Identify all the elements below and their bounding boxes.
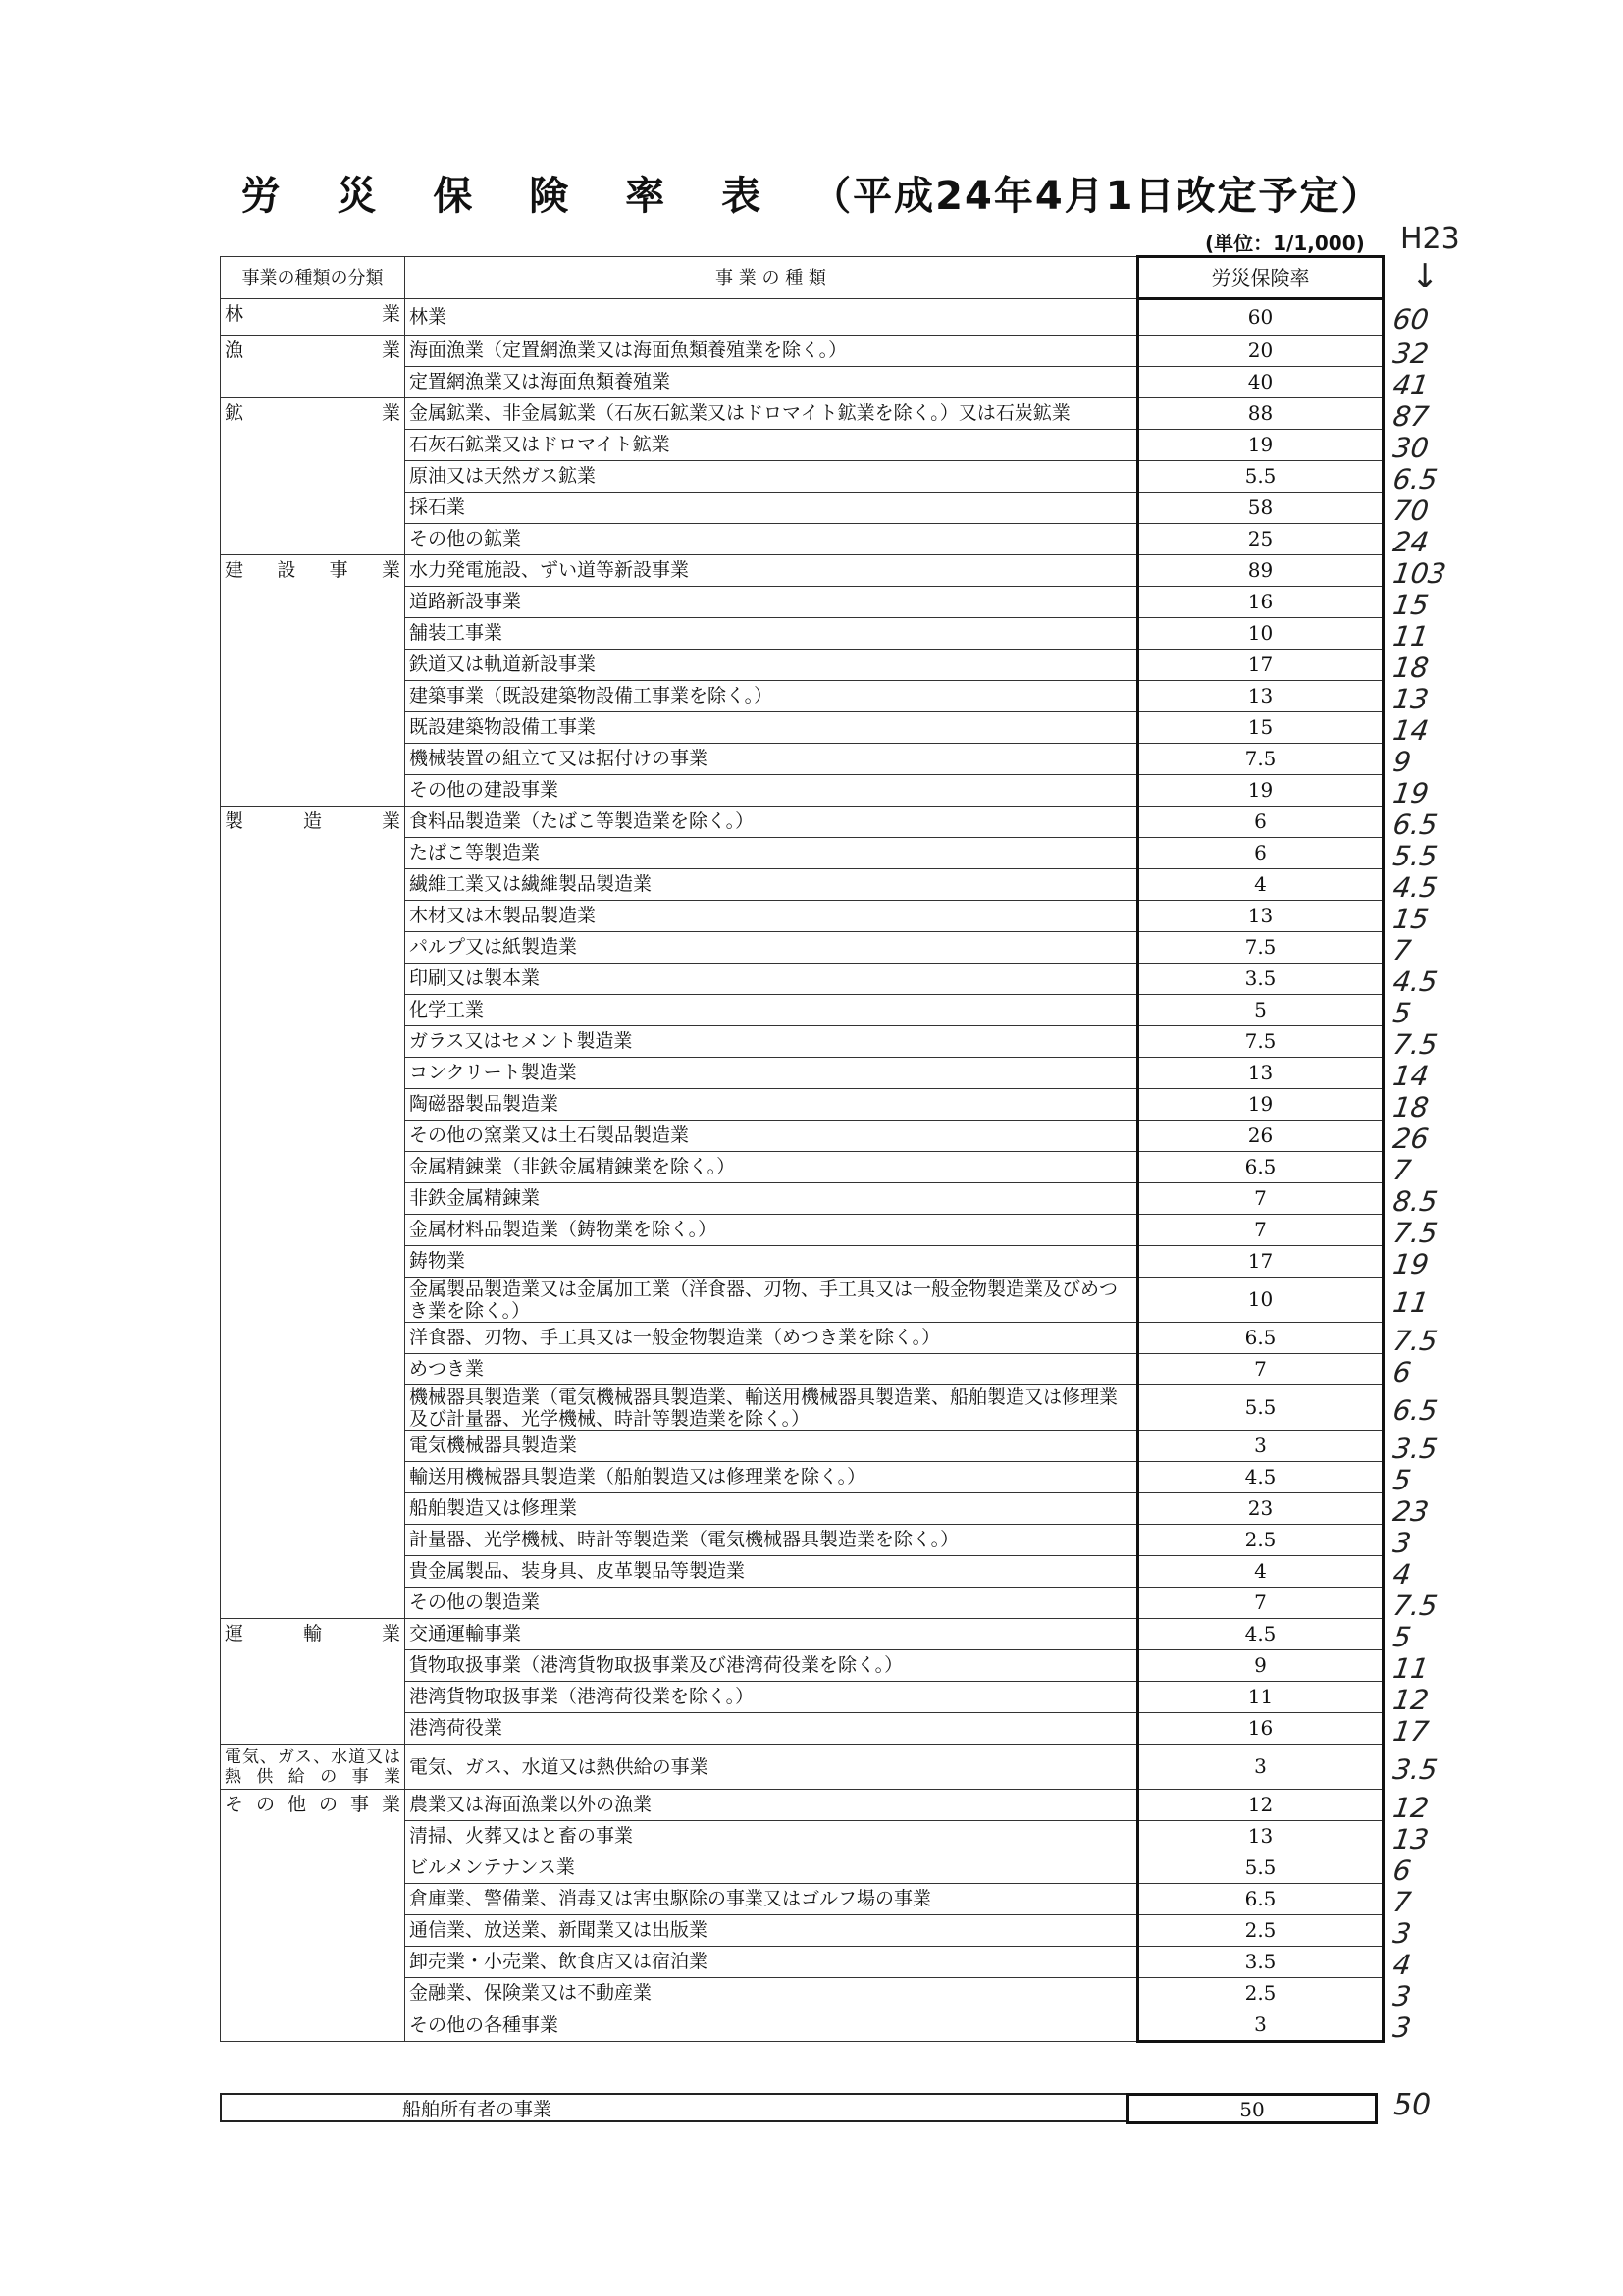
prev-rate-value: 6: [1390, 1853, 1414, 1887]
prev-rate-value: 12: [1390, 1791, 1431, 1824]
table-header-row: [221, 257, 1384, 299]
business-cell: 石灰石鉱業又はドロマイト鉱業: [405, 430, 1138, 461]
prev-rate-value: 12: [1390, 1683, 1431, 1716]
business-cell: 農業又は海面漁業以外の漁業: [405, 1790, 1138, 1821]
category-cell: 製造業: [221, 807, 405, 1619]
header-category: 事業の種類の分類: [221, 257, 405, 299]
prev-rate-value: 4: [1390, 1557, 1414, 1591]
rate-cell: 10: [1138, 1278, 1384, 1323]
rate-cell: 4: [1138, 1556, 1384, 1588]
rate-table: [220, 255, 1385, 2043]
rate-cell: 6: [1138, 838, 1384, 869]
business-cell: 卸売業・小売業、飲食店又は宿泊業: [405, 1947, 1138, 1978]
rate-cell: 12: [1138, 1790, 1384, 1821]
table-row: [221, 1619, 1384, 1650]
rate-cell: 15: [1138, 712, 1384, 744]
business-cell: 港湾荷役業: [405, 1713, 1138, 1745]
prev-rate-value: 11: [1390, 1285, 1431, 1319]
prev-rate-value: 5: [1390, 1620, 1414, 1653]
prev-rate-value: 7: [1390, 1885, 1414, 1918]
prev-rate-value: 70: [1390, 494, 1431, 527]
ship-owner-label: 船舶所有者の事業: [402, 2099, 552, 2120]
rate-cell: 16: [1138, 1713, 1384, 1745]
rate-cell: 7.5: [1138, 932, 1384, 964]
prev-rate-value: 3: [1390, 1979, 1414, 2012]
prev-rate-value: 103: [1390, 556, 1448, 590]
prev-rate-value: 4.5: [1390, 965, 1440, 998]
table-row: [221, 299, 1384, 336]
business-cell: 食料品製造業（たばこ等製造業を除く。）: [405, 807, 1138, 838]
prev-rate-value: 13: [1390, 682, 1431, 715]
category-cell: 林業: [221, 299, 405, 336]
prev-rate-value: 32: [1390, 337, 1431, 370]
prev-rate-value: 19: [1390, 1247, 1431, 1280]
business-cell: 建築事業（既設建築物設備工事業を除く。）: [405, 681, 1138, 712]
rate-cell: 40: [1138, 367, 1384, 398]
rate-cell: 16: [1138, 587, 1384, 618]
prev-rate-value: 24: [1390, 525, 1431, 558]
rate-cell: 13: [1138, 681, 1384, 712]
rate-cell: 4.5: [1138, 1462, 1384, 1493]
header-rate: 労災保険率: [1138, 257, 1384, 299]
business-cell: 化学工業: [405, 995, 1138, 1026]
business-cell: 洋食器、刃物、手工具又は一般金物製造業（めつき業を除く。）: [405, 1323, 1138, 1354]
prev-rate-value: 6.5: [1390, 462, 1440, 496]
prev-rate-value: 7: [1390, 1153, 1414, 1186]
rate-cell: 17: [1138, 650, 1384, 681]
prev-rate-value: 7.5: [1390, 1589, 1440, 1622]
rate-cell: 23: [1138, 1493, 1384, 1525]
prev-rate-value: 5: [1390, 1463, 1414, 1496]
prev-rate-value: 18: [1390, 1090, 1431, 1123]
prev-rate-value: 3: [1390, 1916, 1414, 1950]
prev-rate-value: 5: [1390, 996, 1414, 1029]
business-cell: 金属材料品製造業（鋳物業を除く。）: [405, 1215, 1138, 1246]
prev-rate-value: 3.5: [1390, 1752, 1440, 1786]
rate-cell: 19: [1138, 430, 1384, 461]
prev-year-header: H23: [1400, 222, 1460, 256]
down-arrow-icon: ↓: [1411, 257, 1440, 296]
rate-cell: 20: [1138, 336, 1384, 367]
business-cell: めつき業: [405, 1354, 1138, 1385]
rate-cell: 17: [1138, 1246, 1384, 1278]
prev-rate-value: 26: [1390, 1122, 1431, 1155]
business-cell: ビルメンテナンス業: [405, 1852, 1138, 1884]
rate-cell: 6.5: [1138, 1323, 1384, 1354]
rate-cell: 3.5: [1138, 964, 1384, 995]
business-cell: その他の各種事業: [405, 2009, 1138, 2042]
prev-rate-value: 87: [1390, 399, 1431, 433]
rate-cell: 3: [1138, 2009, 1384, 2042]
category-cell: 漁業: [221, 336, 405, 398]
rate-cell: 58: [1138, 493, 1384, 524]
rate-cell: 60: [1138, 299, 1384, 336]
prev-rate-value: 6.5: [1390, 808, 1440, 841]
business-cell: 舗装工事業: [405, 618, 1138, 650]
unit-label: (単位：1/1,000): [1205, 232, 1365, 255]
table-row: [221, 555, 1384, 587]
prev-rate-value: 4.5: [1390, 870, 1440, 904]
rate-cell: 9: [1138, 1650, 1384, 1682]
ship-owner-prev-rate: 50: [1393, 2088, 1432, 2122]
business-cell: その他の建設事業: [405, 775, 1138, 807]
prev-rate-value: 17: [1390, 1714, 1431, 1748]
rate-cell: 11: [1138, 1682, 1384, 1713]
business-cell: 通信業、放送業、新聞業又は出版業: [405, 1915, 1138, 1947]
prev-rate-value: 9: [1390, 745, 1414, 778]
prev-rate-value: 15: [1390, 902, 1431, 935]
business-cell: コンクリート製造業: [405, 1058, 1138, 1089]
prev-rate-value: 11: [1390, 1651, 1431, 1685]
business-cell: 清掃、火葬又はと畜の事業: [405, 1821, 1138, 1852]
prev-rate-value: 7.5: [1390, 1027, 1440, 1061]
rate-cell: 2.5: [1138, 1525, 1384, 1556]
prev-rate-value: 8.5: [1390, 1184, 1440, 1218]
business-cell: 電気機械器具製造業: [405, 1431, 1138, 1462]
prev-rate-value: 11: [1390, 619, 1431, 652]
prev-rate-value: 23: [1390, 1494, 1431, 1528]
header-business: 事 業 の 種 類: [405, 257, 1138, 299]
rate-cell: 2.5: [1138, 1978, 1384, 2009]
rate-cell: 13: [1138, 1821, 1384, 1852]
rate-cell: 5.5: [1138, 1385, 1384, 1431]
category-cell: 建設事業: [221, 555, 405, 807]
ship-owner-rate: 50: [1126, 2093, 1378, 2124]
rate-cell: 2.5: [1138, 1915, 1384, 1947]
category-cell: その他の事業: [221, 1790, 405, 2042]
rate-cell: 7.5: [1138, 1026, 1384, 1058]
rate-cell: 6.5: [1138, 1152, 1384, 1183]
business-cell: 金属鉱業、非金属鉱業（石灰石鉱業又はドロマイト鉱業を除く。）又は石炭鉱業: [405, 398, 1138, 430]
prev-rate-value: 30: [1390, 431, 1431, 464]
rate-cell: 7: [1138, 1183, 1384, 1215]
business-cell: 金属精錬業（非鉄金属精錬業を除く。）: [405, 1152, 1138, 1183]
business-cell: 貴金属製品、装身具、皮革製品等製造業: [405, 1556, 1138, 1588]
prev-rate-value: 60: [1390, 303, 1431, 336]
business-cell: 繊維工業又は繊維製品製造業: [405, 869, 1138, 901]
rate-cell: 5.5: [1138, 1852, 1384, 1884]
rate-cell: 13: [1138, 1058, 1384, 1089]
business-cell: 電気、ガス、水道又は熱供給の事業: [405, 1745, 1138, 1790]
business-cell: パルプ又は紙製造業: [405, 932, 1138, 964]
business-cell: 鋳物業: [405, 1246, 1138, 1278]
rate-cell: 7: [1138, 1354, 1384, 1385]
business-cell: 計量器、光学機械、時計等製造業（電気機械器具製造業を除く。）: [405, 1525, 1138, 1556]
category-cell: 鉱業: [221, 398, 405, 555]
business-cell: 港湾貨物取扱事業（港湾荷役業を除く。）: [405, 1682, 1138, 1713]
business-cell: 林業: [405, 299, 1138, 336]
business-cell: たばこ等製造業: [405, 838, 1138, 869]
rate-cell: 3.5: [1138, 1947, 1384, 1978]
rate-cell: 89: [1138, 555, 1384, 587]
business-cell: 非鉄金属精錬業: [405, 1183, 1138, 1215]
business-cell: 鉄道又は軌道新設事業: [405, 650, 1138, 681]
prev-rate-value: 4: [1390, 1948, 1414, 1981]
table-row: [221, 398, 1384, 430]
business-cell: 貨物取扱事業（港湾貨物取扱事業及び港湾荷役業を除く。）: [405, 1650, 1138, 1682]
business-cell: 原油又は天然ガス鉱業: [405, 461, 1138, 493]
business-cell: 船舶製造又は修理業: [405, 1493, 1138, 1525]
rate-cell: 3: [1138, 1745, 1384, 1790]
category-cell: 電気、ガス、水道又は熱供給の事業: [221, 1745, 405, 1790]
rate-cell: 13: [1138, 901, 1384, 932]
rate-cell: 10: [1138, 618, 1384, 650]
business-cell: その他の鉱業: [405, 524, 1138, 555]
rate-cell: 26: [1138, 1121, 1384, 1152]
prev-rate-value: 14: [1390, 713, 1431, 747]
business-cell: 機械器具製造業（電気機械器具製造業、輸送用機械器具製造業、船舶製造又は修理業及び計量器、光学機械、時計等製造業を除く。）: [405, 1385, 1138, 1431]
table-row: [221, 807, 1384, 838]
business-cell: 採石業: [405, 493, 1138, 524]
category-cell: 運輸業: [221, 1619, 405, 1745]
prev-rate-value: 7.5: [1390, 1324, 1440, 1357]
business-cell: その他の製造業: [405, 1588, 1138, 1619]
prev-rate-value: 14: [1390, 1059, 1431, 1092]
prev-rate-value: 3.5: [1390, 1432, 1440, 1465]
table-row: [221, 1745, 1384, 1790]
title-main: 労 災 保 険 率 表: [240, 174, 783, 219]
prev-rate-value: 5.5: [1390, 839, 1440, 872]
business-cell: 陶磁器製品製造業: [405, 1089, 1138, 1121]
rate-cell: 7: [1138, 1588, 1384, 1619]
prev-rate-value: 7: [1390, 933, 1414, 966]
rate-cell: 4: [1138, 869, 1384, 901]
prev-rate-value: 6.5: [1390, 1393, 1440, 1427]
prev-rate-value: 3: [1390, 1526, 1414, 1559]
business-cell: 倉庫業、警備業、消毒又は害虫駆除の事業又はゴルフ場の事業: [405, 1884, 1138, 1915]
rate-cell: 25: [1138, 524, 1384, 555]
table-row: [221, 336, 1384, 367]
rate-cell: 6.5: [1138, 1884, 1384, 1915]
rate-cell: 4.5: [1138, 1619, 1384, 1650]
business-cell: ガラス又はセメント製造業: [405, 1026, 1138, 1058]
business-cell: 金融業、保険業又は不動産業: [405, 1978, 1138, 2009]
business-cell: 水力発電施設、ずい道等新設事業: [405, 555, 1138, 587]
rate-cell: 7.5: [1138, 744, 1384, 775]
business-cell: 既設建築物設備工事業: [405, 712, 1138, 744]
table-body: [221, 299, 1384, 2042]
prev-rate-value: 13: [1390, 1822, 1431, 1855]
rate-cell: 7: [1138, 1215, 1384, 1246]
rate-cell: 5.5: [1138, 461, 1384, 493]
prev-rate-value: 6: [1390, 1355, 1414, 1388]
business-cell: 金属製品製造業又は金属加工業（洋食器、刃物、手工具又は一般金物製造業及びめつき業を除く。）: [405, 1278, 1138, 1323]
prev-rate-value: 18: [1390, 651, 1431, 684]
business-cell: 木材又は木製品製造業: [405, 901, 1138, 932]
page-title: [0, 165, 1623, 221]
prev-rate-value: 3: [1390, 2011, 1414, 2044]
table-row: [221, 1790, 1384, 1821]
rate-cell: 5: [1138, 995, 1384, 1026]
rate-cell: 3: [1138, 1431, 1384, 1462]
title-sub: （平成24年4月1日改定予定）: [812, 174, 1383, 219]
prev-rate-value: 41: [1390, 368, 1431, 401]
prev-rate-value: 15: [1390, 588, 1431, 621]
business-cell: 道路新設事業: [405, 587, 1138, 618]
business-cell: 印刷又は製本業: [405, 964, 1138, 995]
business-cell: 交通運輸事業: [405, 1619, 1138, 1650]
rate-cell: 19: [1138, 775, 1384, 807]
business-cell: その他の窯業又は土石製品製造業: [405, 1121, 1138, 1152]
prev-rate-value: 19: [1390, 776, 1431, 809]
prev-rate-value: 7.5: [1390, 1216, 1440, 1249]
rate-cell: 19: [1138, 1089, 1384, 1121]
business-cell: 輸送用機械器具製造業（船舶製造又は修理業を除く。）: [405, 1462, 1138, 1493]
rate-cell: 6: [1138, 807, 1384, 838]
business-cell: 海面漁業（定置網漁業又は海面魚類養殖業を除く。）: [405, 336, 1138, 367]
rate-cell: 88: [1138, 398, 1384, 430]
business-cell: 機械装置の組立て又は据付けの事業: [405, 744, 1138, 775]
business-cell: 定置網漁業又は海面魚類養殖業: [405, 367, 1138, 398]
